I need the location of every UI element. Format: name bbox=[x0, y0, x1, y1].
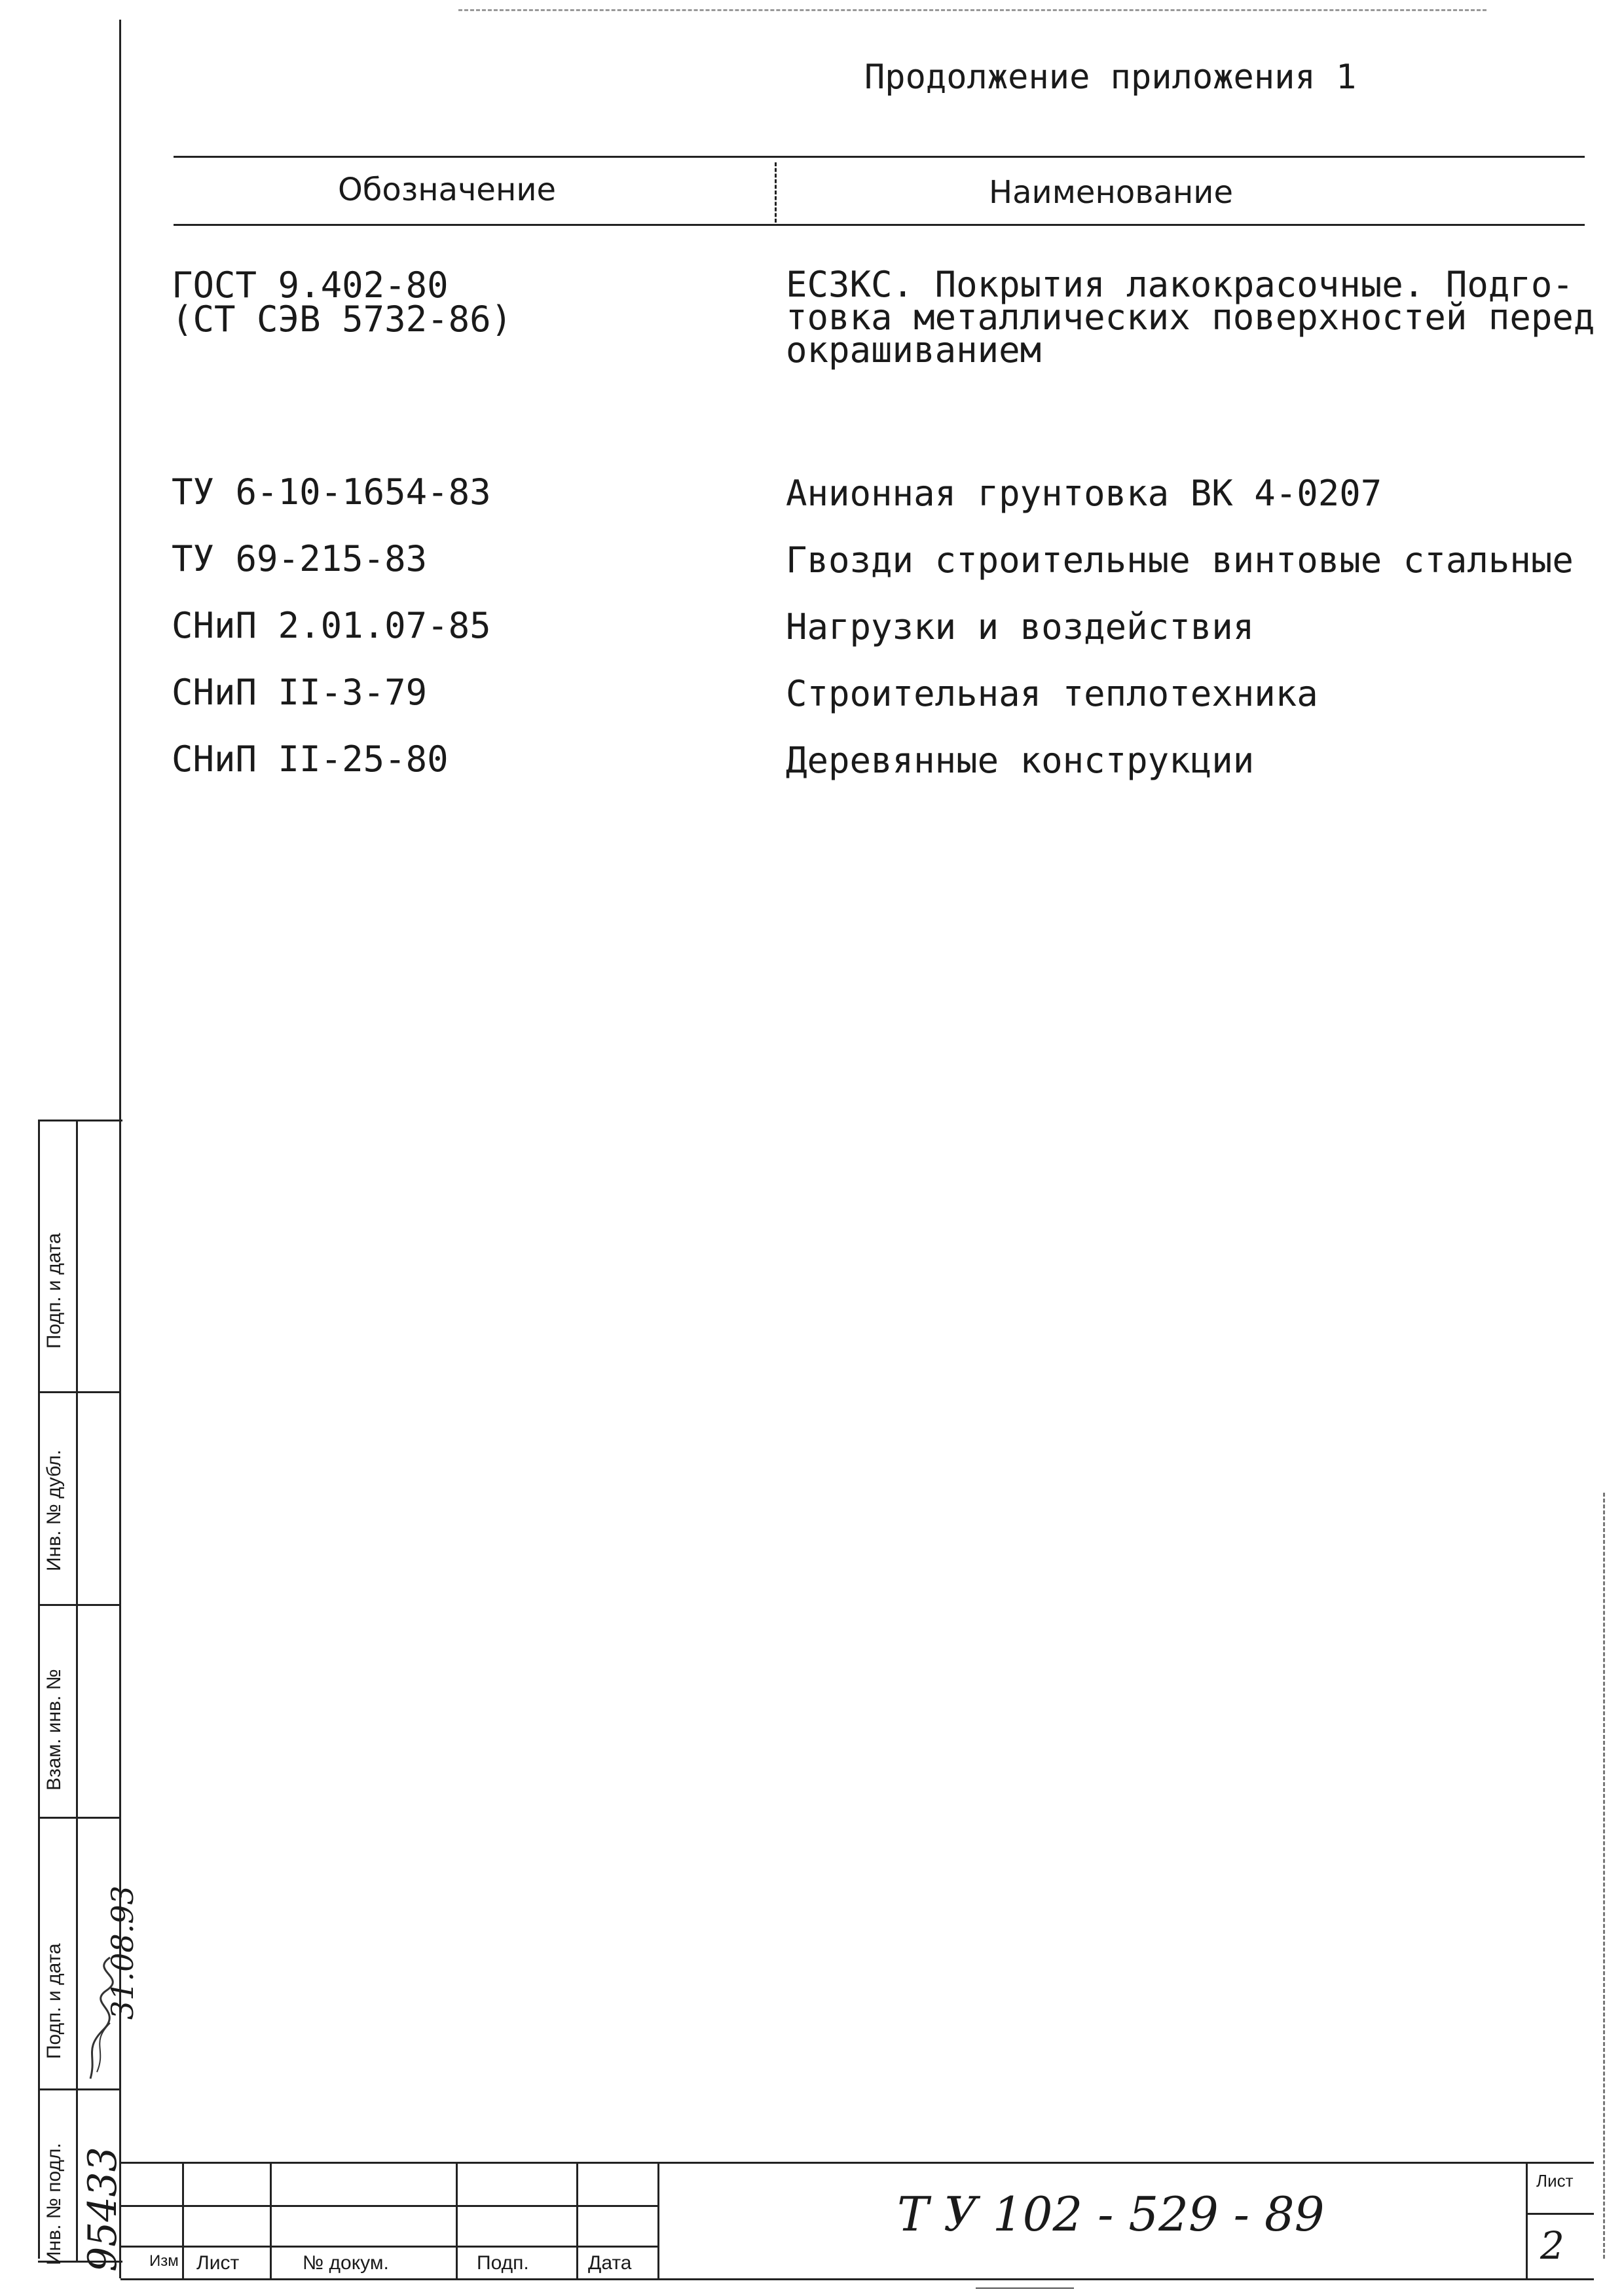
title-block-col bbox=[1526, 2162, 1528, 2278]
side-stamp-divider bbox=[38, 1817, 120, 1819]
table-row-code: ГОСТ 9.402-80 (СТ СЭВ 5732-86) bbox=[172, 264, 513, 340]
column-header-designation: Обозначение bbox=[338, 172, 557, 208]
side-stamp-frame bbox=[76, 1120, 122, 2263]
top-edge-line bbox=[458, 9, 1486, 11]
title-block-label: Подп. bbox=[477, 2252, 529, 2274]
title-block-col bbox=[576, 2162, 578, 2278]
table-row-code: СНиП II-25-80 bbox=[172, 738, 449, 780]
table-row-name: Анионная грунтовка ВК 4-0207 bbox=[786, 473, 1382, 514]
column-header-name: Наименование bbox=[989, 174, 1234, 211]
right-edge-line bbox=[1603, 1493, 1605, 2259]
title-block-col bbox=[270, 2162, 272, 2278]
signature bbox=[77, 1951, 119, 2082]
side-stamp-label: Подп. и дата bbox=[43, 1233, 65, 1349]
table-row-code: ТУ 6-10-1654-83 bbox=[172, 471, 491, 513]
table-row-code: СНиП 2.01.07-85 bbox=[172, 605, 491, 646]
title-block-bottom-rule bbox=[120, 2278, 1594, 2280]
table-row-name: Гвозди строительные винтовые стальные bbox=[786, 539, 1574, 581]
table-row-name: Строительная теплотехника bbox=[786, 673, 1318, 714]
title-block-label: № докум. bbox=[303, 2252, 389, 2274]
title-block-label: Дата bbox=[588, 2252, 632, 2274]
side-stamp-label: Инв. № дубл. bbox=[43, 1449, 65, 1571]
table-row-code: ТУ 69-215-83 bbox=[172, 538, 428, 579]
side-stamp-divider bbox=[38, 2088, 120, 2090]
sheet-label: Лист bbox=[1536, 2171, 1574, 2191]
sign-date: 31.08.93 bbox=[105, 1886, 140, 2020]
table-top-rule bbox=[174, 156, 1585, 158]
title-block-col bbox=[657, 2162, 659, 2278]
side-stamp-divider bbox=[38, 1391, 120, 1393]
title-block-label: Изм bbox=[149, 2252, 179, 2270]
table-row-name: Нагрузки и воздействия bbox=[786, 606, 1255, 647]
side-stamp-label: Взам. инв. № bbox=[43, 1669, 65, 1791]
table-row-name: Деревянные конструкции bbox=[786, 740, 1255, 781]
title-block-label: Лист bbox=[196, 2252, 240, 2274]
inventory-number: 95433 bbox=[80, 2147, 126, 2272]
table-row-code: СНиП II-3-79 bbox=[172, 672, 428, 713]
column-divider bbox=[775, 162, 777, 223]
continuation-header: Продолжение приложения 1 bbox=[864, 58, 1357, 97]
sheet-number: 2 bbox=[1540, 2223, 1564, 2268]
bottom-scan-mark bbox=[976, 2287, 1074, 2289]
table-row-name: ЕСЗКС. Покрытия лакокрасочные. Подго- товка металлических поверхностей перед окрашиванием bbox=[786, 264, 1595, 371]
document-code: Т У 102 - 529 - 89 bbox=[897, 2187, 1325, 2242]
title-block-top-rule bbox=[120, 2162, 1594, 2164]
side-stamp-label: Подп. и дата bbox=[43, 1943, 65, 2059]
title-block-sheet-rule bbox=[1526, 2213, 1594, 2215]
side-stamp-label: Инв. № подл. bbox=[43, 2143, 65, 2265]
side-stamp-divider bbox=[38, 1604, 120, 1606]
title-block-col bbox=[182, 2162, 184, 2278]
table-header-rule bbox=[174, 224, 1585, 226]
title-block-col bbox=[456, 2162, 458, 2278]
